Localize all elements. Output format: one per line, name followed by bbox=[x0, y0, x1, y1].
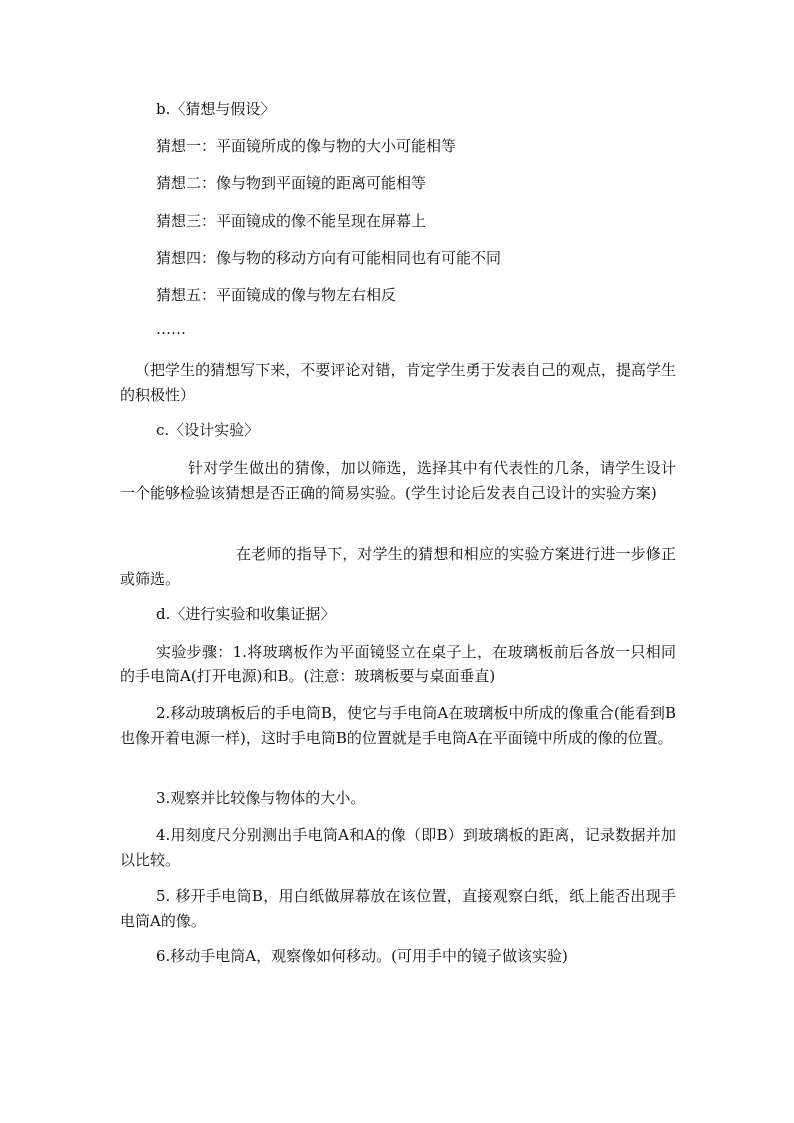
step-5: 5. 移开手电筒B，用白纸做屏幕放在该位置，直接观察白纸，纸上能否出现手电筒A的像。 bbox=[120, 887, 676, 930]
step-1: 实验步骤：1.将玻璃板作为平面镜竖立在桌子上，在玻璃板前后各放一只相同的手电筒A(打开电源)和B。(注意：玻璃板要与桌面垂直) bbox=[120, 643, 676, 685]
section-b-heading: b.〈猜想与假设〉 bbox=[156, 100, 276, 118]
guess-item: 猜想三：平面镜成的像不能呈现在屏幕上 bbox=[156, 212, 427, 230]
ellipsis: …… bbox=[156, 320, 186, 338]
step-3: 3.观察并比较像与物体的大小。 bbox=[156, 789, 366, 807]
design-paragraph: 针对学生做出的猜像，加以筛选，选择其中有代表性的几条，请学生设计一个能够检验该猜想是否正确的简易实验。(学生讨论后发表自己设计的实验方案) bbox=[120, 459, 676, 502]
refine-paragraph: 在老师的指导下，对学生的猜想和相应的实验方案进行进一步修正或筛选。 bbox=[120, 545, 676, 588]
step-6: 6.移动手电筒A，观察像如何移动。(可用手中的镜子做该实验) bbox=[156, 947, 568, 965]
guess-item: 猜想五：平面镜成的像与物左右相反 bbox=[156, 286, 397, 304]
step-4: 4.用刻度尺分别测出手电筒A和A的像（即B）到玻璃板的距离，记录数据并加以比较。 bbox=[120, 826, 676, 869]
section-d-heading: d.〈进行实验和收集证据〉 bbox=[156, 605, 336, 623]
step-2: 2.移动玻璃板后的手电筒B，使它与手电筒A在玻璃板中所成的像重合(能看到B也像开着电源一样)，这时手电筒B的位置就是手电筒A在平面镜中所成的像的位置。 bbox=[120, 704, 676, 747]
section-c-heading: c.〈设计实验〉 bbox=[156, 421, 260, 439]
guess-item: 猜想一：平面镜所成的像与物的大小可能相等 bbox=[156, 137, 457, 155]
teacher-note: （把学生的猜想写下来，不要评论对错，肯定学生勇于发表自己的观点，提高学生的积极性） bbox=[120, 361, 676, 404]
guess-item: 猜想二：像与物到平面镜的距离可能相等 bbox=[156, 174, 427, 192]
guess-item: 猜想四：像与物的移动方向有可能相同也有可能不同 bbox=[156, 249, 502, 267]
